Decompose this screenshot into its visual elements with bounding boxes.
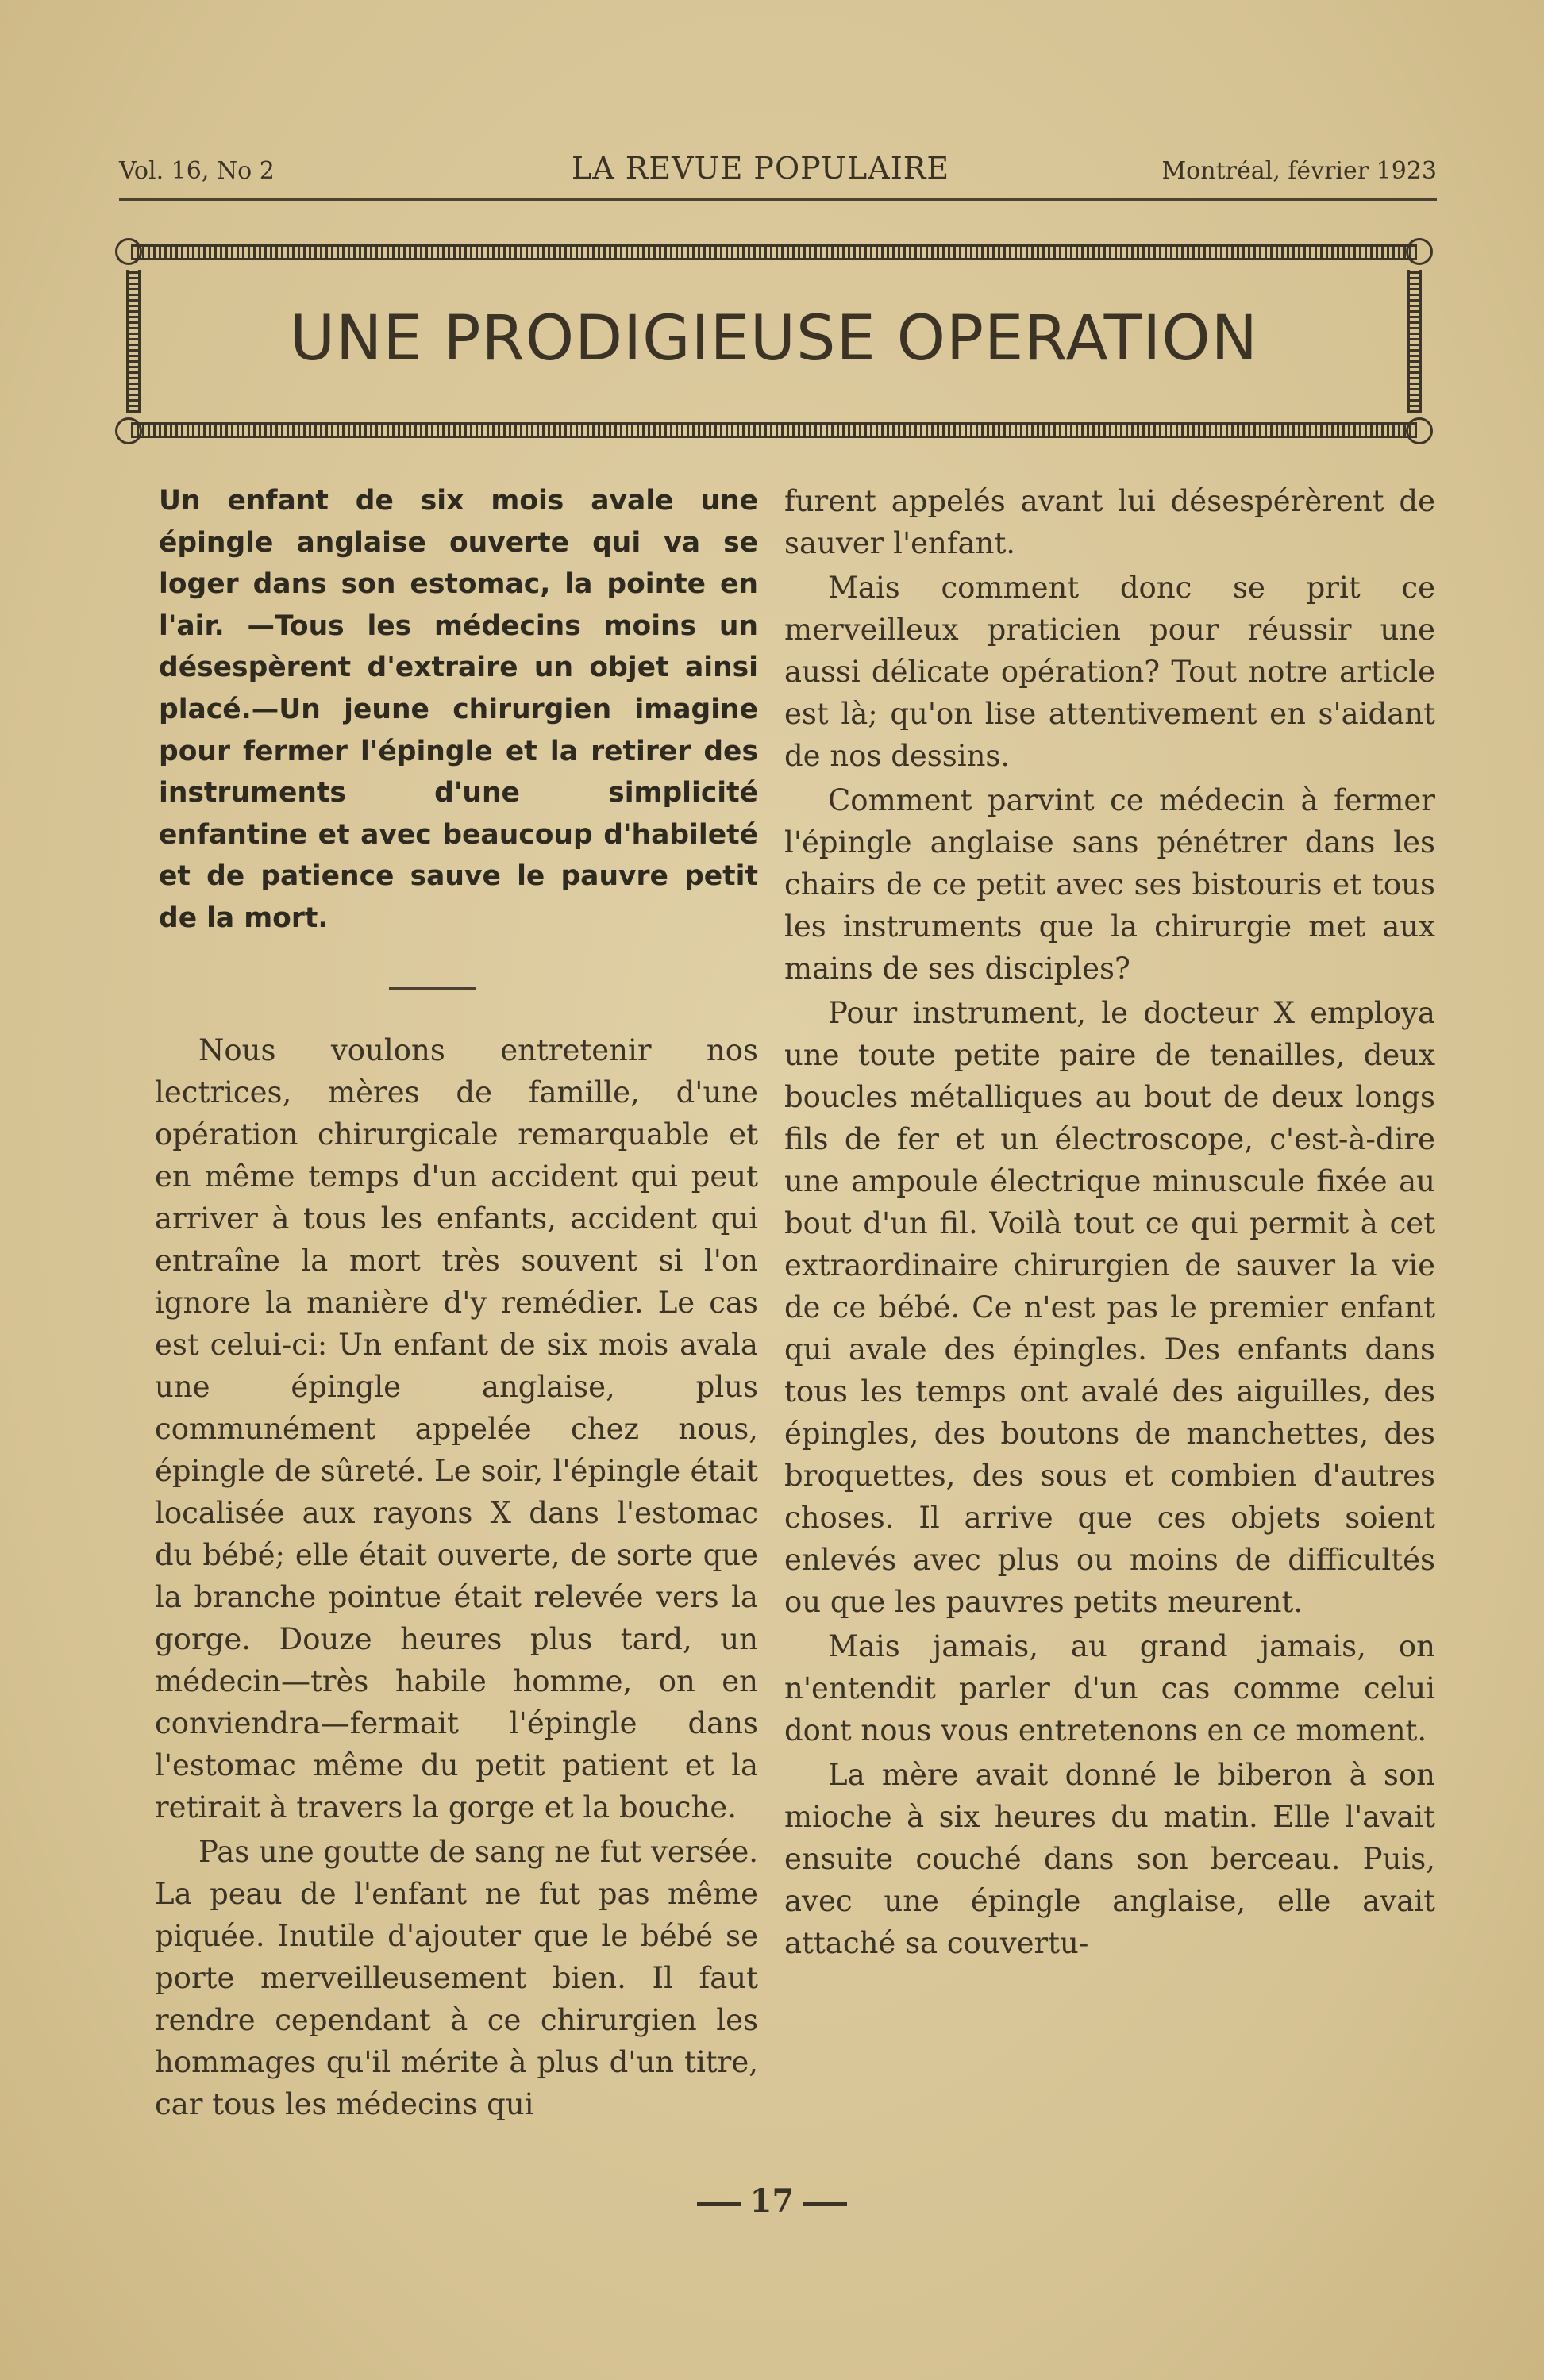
frame-corner-ornament <box>115 417 142 444</box>
section-divider <box>389 987 476 990</box>
magazine-name: LA REVUE POPULAIRE <box>572 151 950 186</box>
page-folio <box>0 2182 1544 2220</box>
folio-dash <box>697 2202 741 2206</box>
frame-top-band <box>131 244 1417 260</box>
frame-corner-ornament <box>115 238 142 265</box>
body-paragraph: Pour instrument, le docteur X employa une toute petite paire de tenailles, deux boucles métalliques au bout de deux longs fils de fer et un électroscope, c'est-à-dire une ampoule électrique minuscule fixée au bout d'un fil. Voilà tout ce qui permit à cet extraordinaire chirurgien de sauver la vie de ce bébé. Ce n'est pas le premier enfant qui avale des épingles. Des enfants dans tous les temps ont avalé des aiguilles, des épingles, des boutons de manchettes, des broquettes, des sous et combien d'autres choses. Il arrive que ces objets soient enlevés avec plus ou moins de difficultés ou que les pauvres petits meurent. <box>784 996 1435 1619</box>
frame-corner-ornament <box>1406 238 1433 265</box>
title-ornamental-frame <box>115 238 1433 444</box>
page-number: 17 <box>749 2182 795 2220</box>
body-paragraph: Mais jamais, au grand jamais, on n'entendit parler d'un cas comme celui dont nous vous entretenons en ce moment. <box>784 1629 1435 1748</box>
body-paragraph-continued: furent appelés avant lui désespérèrent de sauver l'enfant. <box>784 484 1435 560</box>
body-paragraph: Nous voulons entretenir nos lectrices, mères de famille, d'une opération chirurgicale remarquable et en même temps d'un accident qui peut arriver à tous les enfants, accident qui entraîne la mort très souvent si l'on ignore la manière d'y remédier. Le cas est celui-ci: Un enfant de six mois avala une épingle anglaise, plus communément appelée chez nous, épingle de sûreté. Le soir, l'épingle était localisée aux rayons X dans l'estomac du bébé; elle était ouverte, de sorte que la branche pointue était relevée vers la gorge. Douze heures plus tard, un médecin—très habile homme, on en conviendra—fermait l'épingle dans l'estomac même du petit patient et la retirait à travers la gorge et la bouche. <box>155 1032 758 1824</box>
article-lead: Un enfant de six mois avale une épingle anglaise ouverte qui va se loger dans son estomac, la pointe en l'air. —Tous les médecins moins un désespèrent d'extraire un objet ainsi placé.—Un jeune chirurgien imagine pour fermer l'épingle et la retirer des instruments d'une simplicité enfantine et avec beaucoup d'habileté et de patience sauve le pauvre petit de la mort. <box>159 485 758 934</box>
article-title: UNE PRODIGIEUSE OPERATION <box>289 303 1259 375</box>
body-paragraph: La mère avait donné le biberon à son mioche à six heures du matin. Elle l'avait ensuite couché dans son berceau. Puis, avec une épingle anglaise, elle avait attaché sa couvertu- <box>784 1758 1435 1960</box>
folio-dash <box>803 2202 847 2206</box>
body-paragraph: Pas une goutte de sang ne fut versée. La peau de l'enfant ne fut pas même piquée. Inutile d'ajouter que le bébé se porte merveilleusement bien. Il faut rendre cependant à ce chirurgien les hommages qu'il mérite à plus d'un titre, car tous les médecins qui <box>155 1834 758 2121</box>
body-paragraph: Mais comment donc se prit ce merveilleux praticien pour réussir une aussi délicate opération? Tout notre article est là; qu'on lise attentivement en s'aidant de nos dessins. <box>784 571 1435 773</box>
place-date: Montréal, février 1923 <box>1161 157 1437 185</box>
volume-number: Vol. 16, No 2 <box>119 157 275 185</box>
body-paragraph: Comment parvint ce médecin à fermer l'épingle anglaise sans pénétrer dans les chairs de ce petit avec ses bistouris et tous les instruments que la chirurgie met aux mains de ses disciples? <box>784 783 1435 986</box>
left-column <box>155 480 758 2125</box>
right-column <box>784 480 1435 1964</box>
frame-bottom-band <box>131 422 1417 438</box>
running-head <box>119 151 1437 201</box>
frame-corner-ornament <box>1406 417 1433 444</box>
